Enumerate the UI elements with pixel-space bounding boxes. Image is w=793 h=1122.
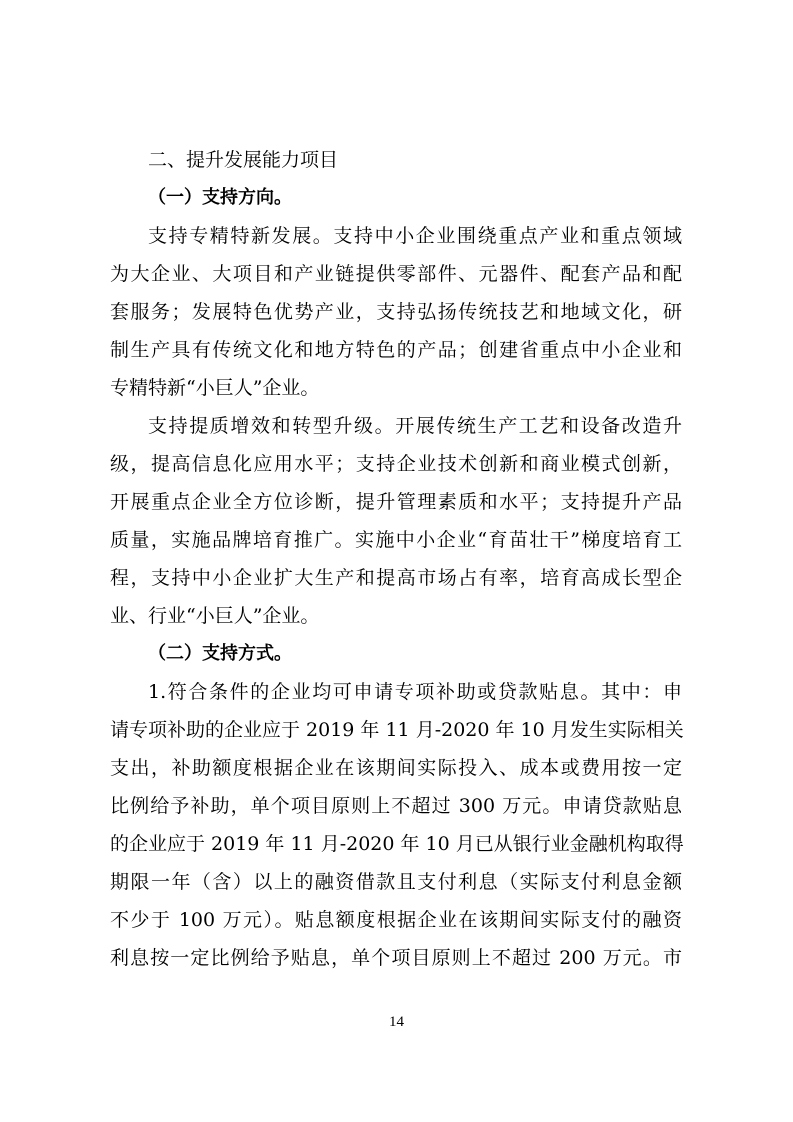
section-heading: 二、提升发展能力项目 — [148, 149, 339, 171]
paragraph-line: 制生产具有传统文化和地方特色的产品；创建省重点中小企业和 — [110, 339, 682, 361]
paragraph-line: 1.符合条件的企业均可申请专项补助或贷款贴息。其中：申 — [148, 681, 682, 703]
paragraph-line: 为大企业、大项目和产业链提供零部件、元器件、配套产品和配 — [110, 263, 682, 285]
paragraph-line: 套服务；发展特色优势产业，支持弘扬传统技艺和地域文化，研 — [110, 301, 682, 323]
paragraph-line: 开展重点企业全方位诊断，提升管理素质和水平；支持提升产品 — [110, 491, 682, 513]
paragraph-line: 级，提高信息化应用水平；支持企业技术创新和商业模式创新， — [110, 453, 682, 475]
paragraph-line: 利息按一定比例给予贴息，单个项目原则上不超过 200 万元。市 — [110, 947, 682, 969]
paragraph-line: 支出，补助额度根据企业在该期间实际投入、成本或费用按一定 — [110, 757, 682, 779]
paragraph-line: 支持专精特新发展。支持中小企业围绕重点产业和重点领域 — [148, 225, 682, 247]
paragraph-line: 支持提质增效和转型升级。开展传统生产工艺和设备改造升 — [148, 415, 682, 437]
paragraph-line: 业、行业“小巨人”企业。 — [110, 605, 320, 627]
paragraph-line: 期限一年（含）以上的融资借款且支付利息（实际支付利息金额 — [110, 871, 682, 893]
page-number: 14 — [389, 1014, 404, 1030]
subsection-heading-method: （二）支持方式。 — [148, 643, 292, 664]
paragraph-line: 比例给予补助，单个项目原则上不超过 300 万元。申请贷款贴息 — [110, 795, 682, 817]
subsection-heading-direction: （一）支持方向。 — [148, 187, 292, 208]
paragraph-line: 不少于 100 万元）。贴息额度根据企业在该期间实际支付的融资 — [110, 909, 682, 931]
paragraph-line: 请专项补助的企业应于 2019 年 11 月-2020 年 10 月发生实际相关 — [110, 719, 684, 741]
paragraph-line: 的企业应于 2019 年 11 月-2020 年 10 月已从银行业金融机构取得 — [110, 833, 684, 855]
paragraph-line: 质量，实施品牌培育推广。实施中小企业“育苗壮干”梯度培育工 — [110, 529, 682, 551]
paragraph-line: 专精特新“小巨人”企业。 — [110, 377, 320, 399]
paragraph-line: 程，支持中小企业扩大生产和提高市场占有率，培育高成长型企 — [110, 567, 682, 589]
